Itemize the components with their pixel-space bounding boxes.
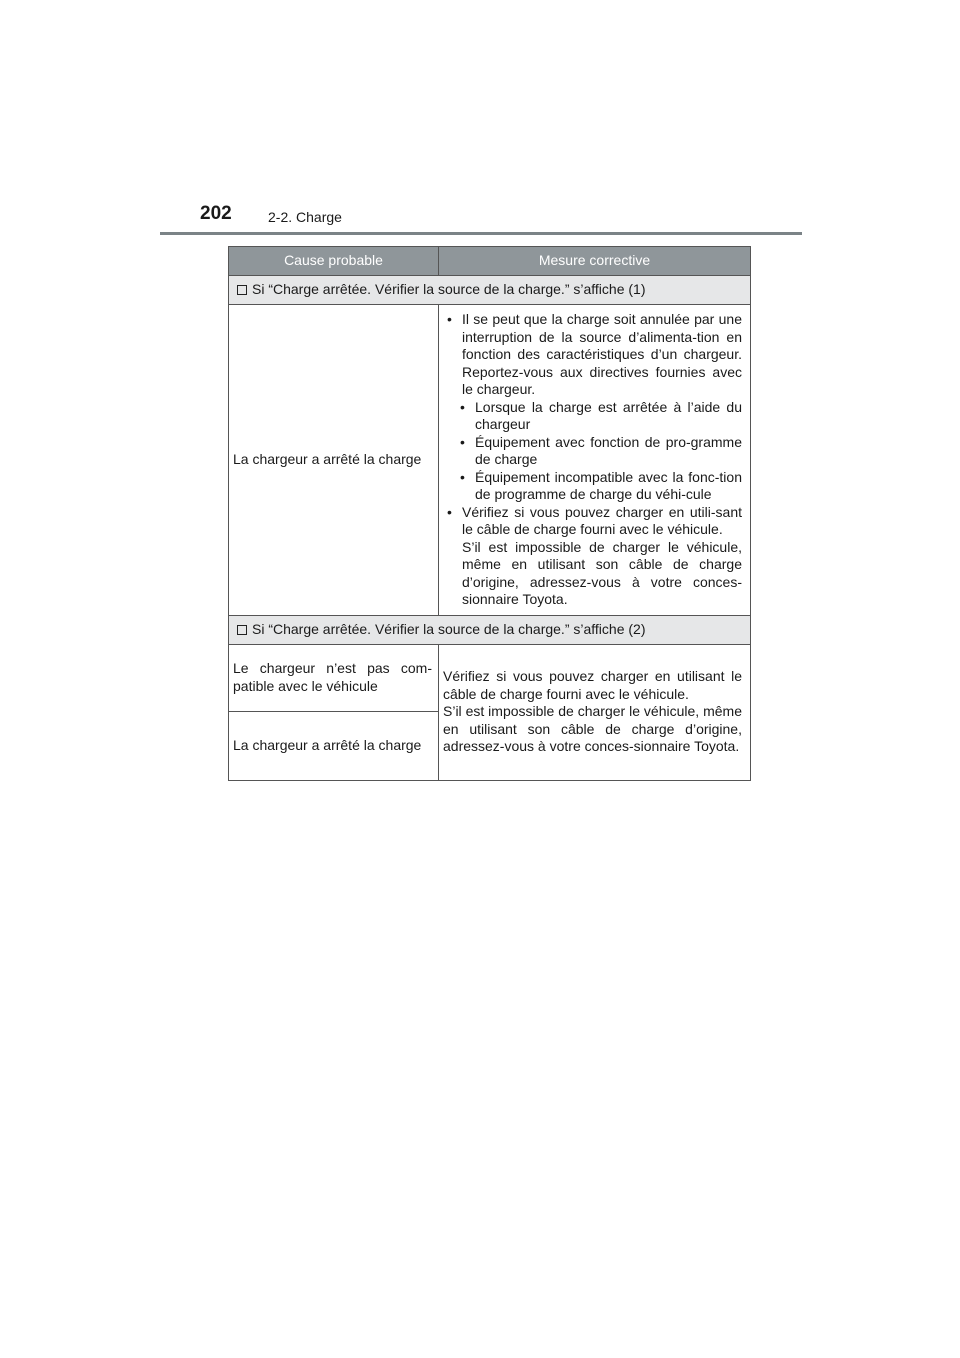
cause-cell bbox=[229, 305, 439, 616]
page-number: 202 bbox=[200, 203, 232, 224]
measure-cell bbox=[439, 644, 751, 780]
list-item: • Lorsque la charge est arrêtée à l’aide du chargeur bbox=[443, 399, 742, 434]
table-row bbox=[229, 644, 751, 711]
checkbox-icon bbox=[237, 625, 247, 635]
list-item: • Équipement incompatible avec la fonc-tion de programme de charge du véhi-cule bbox=[443, 469, 742, 504]
cause-text: La chargeur a arrêté la charge bbox=[233, 736, 422, 753]
section-title-text: Si “Charge arrêtée. Vérifier la source de la charge.” s’affiche (1) bbox=[252, 281, 646, 298]
table-row bbox=[229, 305, 751, 616]
section-title-text: Si “Charge arrêtée. Vérifier la source de la charge.” s’affiche (2) bbox=[252, 620, 646, 637]
section-header-row bbox=[229, 615, 751, 644]
header-rule bbox=[160, 232, 802, 235]
table-header-row bbox=[229, 247, 751, 276]
measure-text: S’il est impossible de charger le véhicule, même en utilisant son câble de charge d’origine, adressez-vous à votre conces-sionnaire Toyota. bbox=[443, 703, 742, 755]
column-header-cause: Cause probable bbox=[229, 247, 439, 276]
troubleshooting-table bbox=[228, 246, 751, 781]
measure-cell bbox=[439, 305, 751, 616]
measure-text: Vérifiez si vous pouvez charger en utilisant le câble de charge fourni avec le véhicule. bbox=[443, 668, 742, 702]
column-header-measure: Mesure corrective bbox=[439, 247, 751, 276]
section-header-2 bbox=[229, 615, 751, 644]
section-title: 2-2. Charge bbox=[268, 209, 342, 225]
list-item-continuation: S’il est impossible de charger le véhicule, même en utilisant son câble de charge d’origine, adressez-vous à votre conces-sionnaire Toyota. bbox=[462, 538, 742, 607]
cause-text: La chargeur a arrêté la charge bbox=[233, 451, 422, 467]
cause-cell bbox=[229, 644, 439, 711]
list-item: • Vérifiez si vous pouvez charger en utili-sant le câble de charge fourni avec le véhicule. bbox=[443, 504, 742, 539]
section-header-row bbox=[229, 276, 751, 305]
list-item: • Il se peut que la charge soit annulée par une interruption de la source d’alimenta-tion en fonction des caractéristiques d’un chargeur. Reportez-vous aux directives fournies avec le chargeur. bbox=[443, 311, 742, 399]
section-header-1 bbox=[229, 276, 751, 305]
cause-text: Le chargeur n’est pas com-patible avec le véhicule bbox=[233, 660, 432, 694]
cause-cell bbox=[229, 711, 439, 780]
checkbox-icon bbox=[237, 285, 247, 295]
list-item: • Équipement avec fonction de pro-gramme de charge bbox=[443, 434, 742, 469]
